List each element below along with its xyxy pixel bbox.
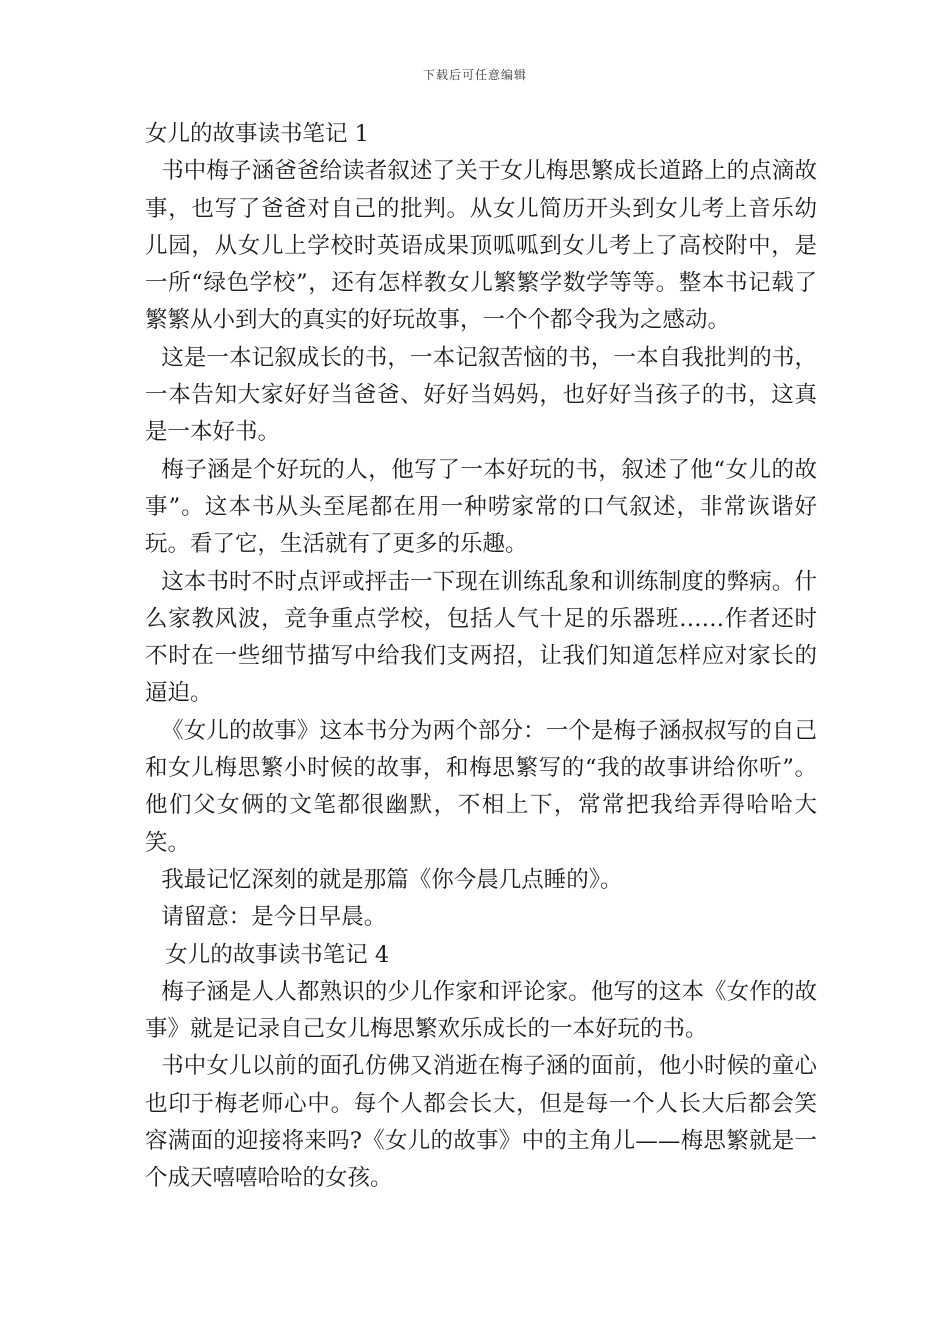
page-header: 下载后可任意编辑 xyxy=(422,68,527,82)
section-title-1: 女儿的故事读书笔记 1 xyxy=(145,121,369,147)
document-body xyxy=(145,116,817,1198)
paragraph-5: 《女儿的故事》这本书分为两个部分：一个是梅子涵叔叔写的自己和女儿梅思繁小时候的故事，和梅思繁写的“我的故事讲给你听”。他们父女俩的文笔都很幽默，不相上下，常常把我给弄得哈哈大笑。 xyxy=(145,717,817,856)
paragraph-6: 我最记忆深刻的就是那篇《你今晨几点睡的》。 xyxy=(161,866,623,893)
paragraph-8: 梅子涵是人人都熟识的少儿作家和评论家。他写的这本《女作的故事》就是记录自己女儿梅思繁欢乐成长的一本好玩的书。 xyxy=(145,978,817,1043)
paragraph-7: 请留意：是今日早晨。 xyxy=(161,904,387,931)
paragraph-1: 书中梅子涵爸爸给读者叙述了关于女儿梅思繁成长道路上的点滴故事，也写了爸爸对自己的批判。从女儿简历开头到女儿考上音乐幼儿园，从女儿上学校时英语成果顶呱呱到女儿考上了高校附中，是一所“绿色学校”，还有怎样教女儿繁繁学数学等等。整本书记载了繁繁从小到大的真实的好玩故事，一个个都令我为之感动。 xyxy=(145,158,817,334)
paragraph-9: 书中女儿以前的面孔仿佛又消逝在梅子涵的面前，他小时候的童心也印于梅老师心中。每个人都会长大，但是每一个人长大后都会笑容满面的迎接将来吗?《女儿的故事》中的主角儿——梅思繁就是一个成天嘻嘻哈哈的女孩。 xyxy=(145,1053,817,1192)
paragraph-2: 这是一本记叙成长的书，一本记叙苦恼的书，一本自我批判的书，一本告知大家好好当爸爸、好好当妈妈，也好好当孩子的书，这真是一本好书。 xyxy=(145,344,817,446)
paragraph-3: 梅子涵是个好玩的人，他写了一本好玩的书，叙述了他“女儿的故事”。这本书从头至尾都在用一种唠家常的口气叙述，非常诙谐好玩。看了它，生活就有了更多的乐趣。 xyxy=(145,456,817,558)
section-title-2: 女儿的故事读书笔记 4 xyxy=(165,941,390,968)
paragraph-4: 这本书时不时点评或抨击一下现在训练乱象和训练制度的弊病。什么家教风波，竞争重点学校，包括人气十足的乐器班……作者还时不时在一些细节描写中给我们支两招，让我们知道怎样应对家长的逼迫。 xyxy=(145,568,817,707)
